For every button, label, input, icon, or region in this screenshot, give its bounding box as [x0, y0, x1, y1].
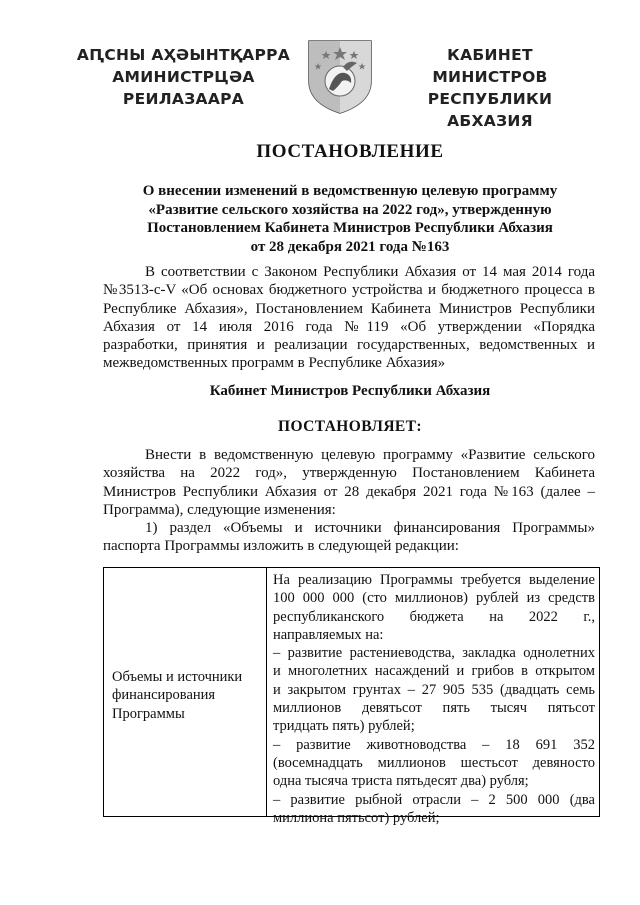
document-subject	[120, 182, 580, 256]
decree-heading: ПОСТАНОВЛЯЕТ:	[278, 418, 422, 435]
body-line: Программа), следующие изменения:	[103, 501, 336, 518]
document-title: ПОСТАНОВЛЕНИЕ	[256, 141, 444, 162]
table-right-line: направляемых на:	[273, 626, 384, 643]
table-left-line: финансирования	[112, 687, 216, 704]
header-left-line-1: АԤСНЫ АҲӘЫНТҚАРРА	[76, 46, 291, 64]
preamble-line: №3513-с-V «Об основах бюджетного устройства и бюджетного процесса в	[103, 282, 595, 299]
table-right-line: – развитие растениеводства, закладка однолетних	[273, 645, 595, 662]
table-right-line: миллиона пятьсот) рублей;	[273, 809, 440, 826]
body-line: Министров Республики Абхазия от 28 декабря 2021 года №163 (далее –	[103, 483, 595, 500]
table-right-line: миллионов девятьсот пять тысяч пятьсот	[273, 700, 595, 717]
body-line: Внести в ведомственную целевую программу «Развитие сельского	[145, 447, 595, 463]
subject-line: Постановлением Кабинета Министров Республики Абхазия	[147, 220, 553, 236]
subject-line: О внесении изменений в ведомственную целевую программу	[142, 183, 558, 199]
table-right-line: тридцать пять) рублей;	[273, 718, 415, 735]
table-right-line: (восемнадцать миллионов шестьсот девяносто	[273, 754, 595, 771]
preamble-line: Республике Абхазия», Постановлением Кабинета Министров Республики	[103, 300, 595, 317]
table-right-line: и закрытом грунтах – 27 905 535 (двадцать семь	[273, 681, 595, 698]
preamble-line: В соответствии с Законом Республики Абхазия от 14 мая 2014 года	[145, 264, 595, 280]
table-left-line: Программы	[112, 705, 185, 722]
financing-table	[103, 567, 600, 826]
subject-line: «Развитие сельского хозяйства на 2022 год», утвержденную	[148, 201, 552, 218]
body-line: 1) раздел «Объемы и источники финансирования Программы»	[145, 520, 595, 537]
table-right-line: 100 000 000 (сто миллионов) рублей из средств	[273, 590, 595, 607]
table-right-line: На реализацию Программы требуется выделение	[273, 572, 595, 588]
subject-line: от 28 декабря 2021 года №163	[250, 238, 450, 255]
table-right-line: и многолетних насаждений и грибов в открытом	[273, 663, 595, 680]
body-line: хозяйства на 2022 год», утвержденную Постановлением Кабинета	[103, 465, 595, 482]
state-emblem-icon	[305, 37, 375, 115]
table-left-cell	[112, 668, 262, 723]
table-right-cell	[273, 571, 595, 827]
preamble-line: разработки, принятия и реализации государственных, ведомственных и	[103, 337, 595, 354]
body-paragraph	[103, 446, 595, 556]
table-right-line: – развитие животноводства – 18 691 352	[273, 736, 595, 753]
header-right-line-1: КАБИНЕТ МИНИСТРОВ	[432, 46, 548, 86]
header-left-abkhaz	[76, 44, 291, 110]
header-left-line-2: АМИНИСТРЦӘА РЕИЛАЗААРА	[112, 68, 255, 108]
preamble-line: Абхазия от 14 июля 2016 года №119 «Об утверждении «Порядка	[103, 318, 595, 335]
header-right-russian	[390, 44, 590, 132]
table-right-line: одна тысяча триста пятьдесят два) рубля;	[273, 773, 529, 790]
preamble-paragraph	[103, 263, 595, 373]
table-column-divider	[266, 568, 267, 816]
cabinet-heading: Кабинет Министров Республики Абхазия	[209, 383, 491, 399]
header-right-line-2: РЕСПУБЛИКИ АБХАЗИЯ	[427, 90, 553, 130]
table-right-line: – развитие рыбной отрасли – 2 500 000 (два	[273, 791, 595, 808]
table-right-line: республиканского бюджета на 2022 г.,	[273, 608, 595, 625]
table-left-line: Объемы и источники	[112, 669, 243, 685]
preamble-line: межведомственных программ в Республике Абхазия»	[103, 355, 446, 372]
body-line: паспорта Программы изложить в следующей редакции:	[103, 538, 459, 555]
